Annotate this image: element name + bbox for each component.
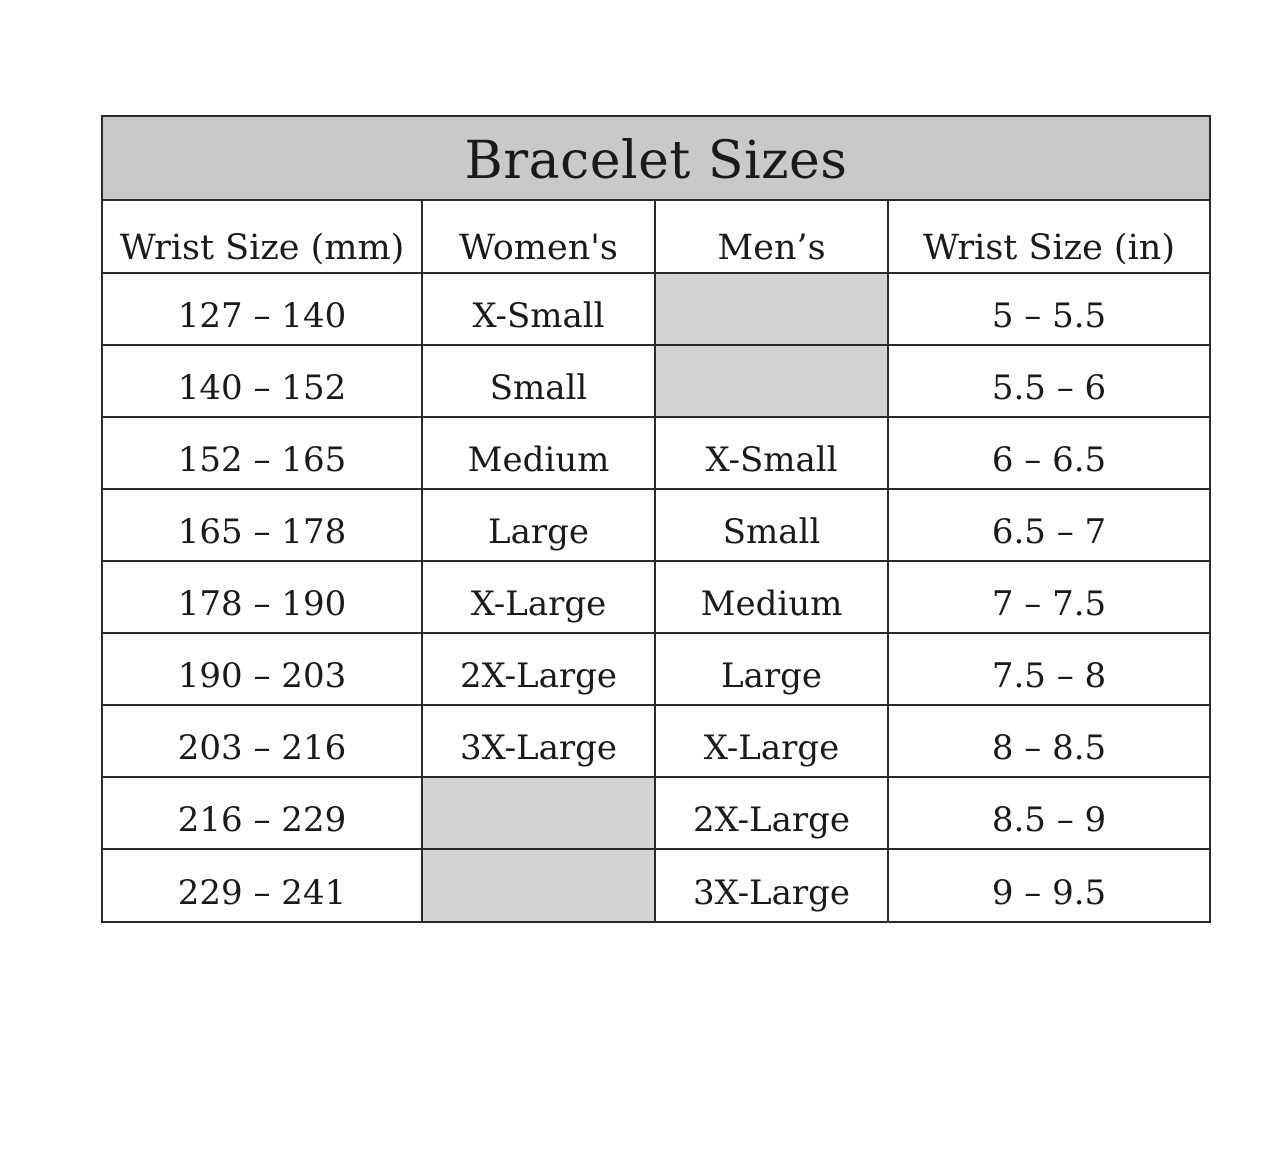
cell-womens-size: Medium <box>422 417 655 489</box>
size-table <box>103 201 1209 921</box>
cell-mens-size: X-Small <box>655 417 888 489</box>
cell-mens-size: X-Large <box>655 705 888 777</box>
cell-womens-size: Large <box>422 489 655 561</box>
empty-cell <box>655 345 888 417</box>
column-header-wrist-in: Wrist Size (in) <box>888 201 1209 273</box>
cell-wrist-mm: 165 – 178 <box>103 489 422 561</box>
cell-wrist-mm: 216 – 229 <box>103 777 422 849</box>
empty-cell <box>655 273 888 345</box>
cell-wrist-mm: 178 – 190 <box>103 561 422 633</box>
cell-womens-size: 3X-Large <box>422 705 655 777</box>
table-row <box>103 705 1209 777</box>
column-header-womens: Women's <box>422 201 655 273</box>
title-bar <box>103 117 1209 201</box>
table-row <box>103 849 1209 921</box>
table-row <box>103 489 1209 561</box>
cell-wrist-mm: 229 – 241 <box>103 849 422 921</box>
cell-womens-size: 2X-Large <box>422 633 655 705</box>
cell-wrist-in: 5 – 5.5 <box>888 273 1209 345</box>
cell-mens-size: 3X-Large <box>655 849 888 921</box>
cell-wrist-mm: 152 – 165 <box>103 417 422 489</box>
cell-wrist-in: 6 – 6.5 <box>888 417 1209 489</box>
cell-womens-size: Small <box>422 345 655 417</box>
cell-mens-size: Small <box>655 489 888 561</box>
cell-wrist-mm: 190 – 203 <box>103 633 422 705</box>
table-row <box>103 561 1209 633</box>
empty-cell <box>422 777 655 849</box>
table-row <box>103 345 1209 417</box>
cell-wrist-in: 6.5 – 7 <box>888 489 1209 561</box>
cell-wrist-in: 7.5 – 8 <box>888 633 1209 705</box>
cell-wrist-mm: 203 – 216 <box>103 705 422 777</box>
cell-wrist-in: 7 – 7.5 <box>888 561 1209 633</box>
table-row <box>103 633 1209 705</box>
cell-womens-size: X-Small <box>422 273 655 345</box>
table-row <box>103 273 1209 345</box>
cell-mens-size: 2X-Large <box>655 777 888 849</box>
empty-cell <box>422 849 655 921</box>
size-chart <box>101 115 1211 923</box>
cell-wrist-in: 9 – 9.5 <box>991 873 1107 913</box>
header-row <box>103 201 1209 273</box>
cell-wrist-in: 8 – 8.5 <box>888 705 1209 777</box>
table-row <box>103 417 1209 489</box>
table-row <box>103 777 1209 849</box>
cell-mens-size: Medium <box>655 561 888 633</box>
cell-wrist-in: 8.5 – 9 <box>888 777 1209 849</box>
cell-mens-size: Large <box>655 633 888 705</box>
cell-wrist-mm: 140 – 152 <box>103 345 422 417</box>
chart-title: Bracelet Sizes <box>464 131 848 191</box>
column-header-wrist-mm: Wrist Size (mm) <box>103 201 422 273</box>
cell-wrist-in: 5.5 – 6 <box>888 345 1209 417</box>
cell-wrist-mm: 127 – 140 <box>103 273 422 345</box>
cell-womens-size: X-Large <box>422 561 655 633</box>
column-header-mens: Men’s <box>655 201 888 273</box>
